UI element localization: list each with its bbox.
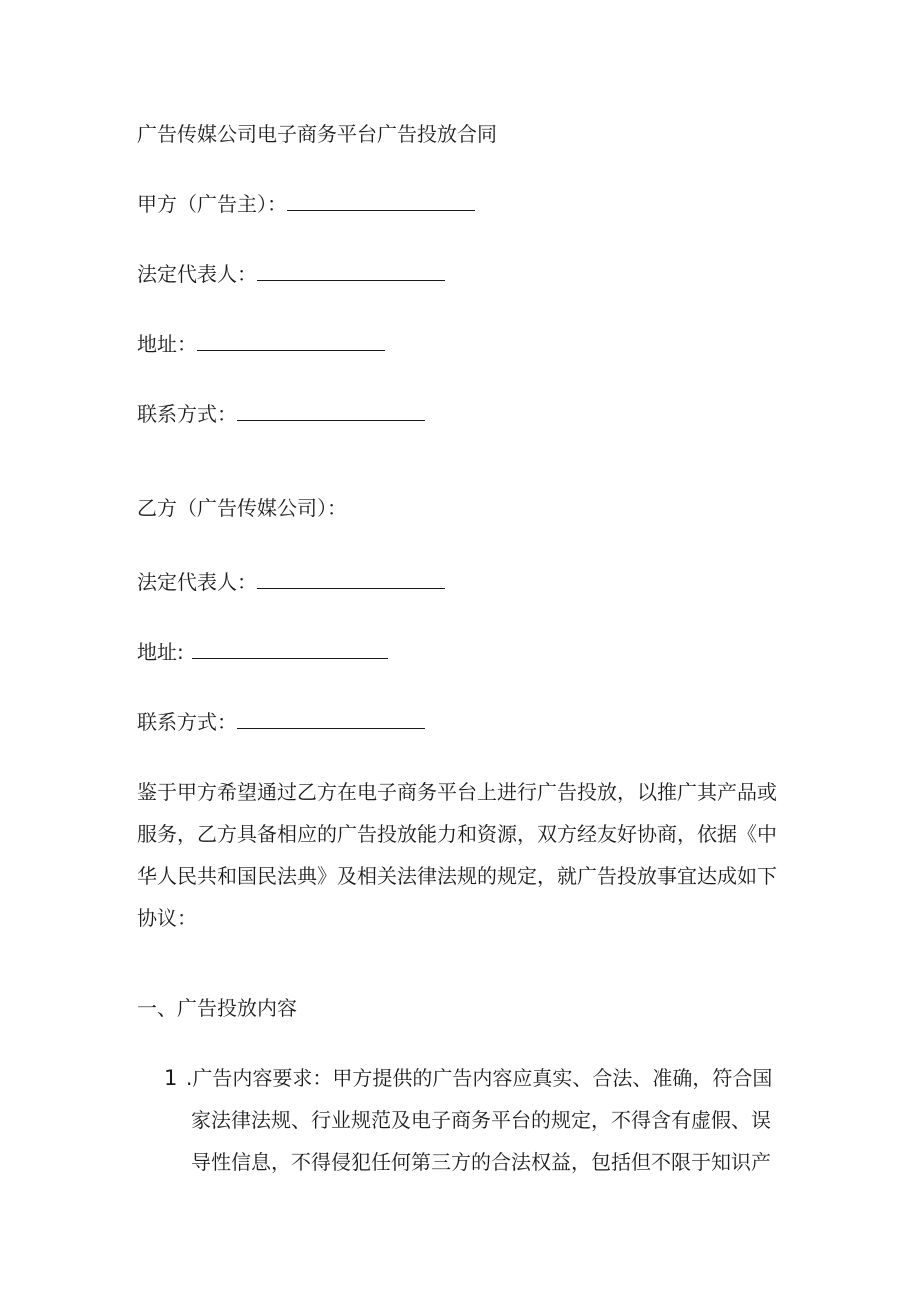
party-a-heading: 甲方（广告主）： [137, 192, 287, 216]
party-b-heading-line [137, 494, 347, 522]
party-a-address-line [137, 330, 385, 358]
party-a-rep-label: 法定代表人： [137, 262, 257, 286]
party-a-address-label: 地址： [137, 332, 197, 356]
preamble-line: 华人民共和国民法典》及相关法律法规的规定，就广告投放事宜达成如下 [137, 864, 777, 888]
party-b-address-line [137, 638, 388, 666]
party-b-rep-line [137, 568, 445, 596]
party-a-contact-blank [237, 400, 425, 421]
party-a-address-blank [197, 330, 385, 351]
party-b-contact-line [137, 708, 425, 736]
party-b-contact-label: 联系方式： [137, 710, 237, 734]
preamble-paragraph [137, 776, 787, 934]
preamble-line: 鉴于甲方希望通过乙方在电子商务平台上进行广告投放，以推广其产品或 [137, 780, 777, 804]
party-a-contact-line [137, 400, 425, 428]
item-number: 1 [164, 1066, 178, 1090]
item-1-line: 家法律法规、行业规范及电子商务平台的规定，不得含有虚假、误 [191, 1108, 771, 1132]
party-a-contact-label: 联系方式： [137, 402, 237, 426]
party-b-rep-blank [257, 568, 445, 589]
section-1-heading-text: 一、广告投放内容 [137, 996, 297, 1020]
party-b-address-label: 地址: [137, 640, 184, 664]
item-1-line: .广告内容要求：甲方提供的广告内容应真实、合法、准确，符合国 [186, 1066, 773, 1090]
title-text: 广告传媒公司电子商务平台广告投放合同 [137, 122, 497, 146]
party-b-address-blank [192, 638, 388, 659]
party-b-heading: 乙方（广告传媒公司）： [137, 496, 347, 520]
party-b-contact-blank [237, 708, 425, 729]
section-1-heading [137, 994, 297, 1022]
preamble-line: 服务，乙方具备相应的广告投放能力和资源，双方经友好协商，依据《中 [137, 822, 777, 846]
item-1-line: 导性信息，不得侵犯任何第三方的合法权益，包括但不限于知识产 [191, 1150, 771, 1174]
party-a-rep-line [137, 260, 445, 288]
document-title [137, 120, 497, 148]
preamble-line: 协议： [137, 906, 197, 930]
party-a-heading-line [137, 190, 475, 218]
party-a-rep-blank [257, 260, 445, 281]
party-a-name-blank [287, 190, 475, 211]
party-b-rep-label: 法定代表人： [137, 570, 257, 594]
